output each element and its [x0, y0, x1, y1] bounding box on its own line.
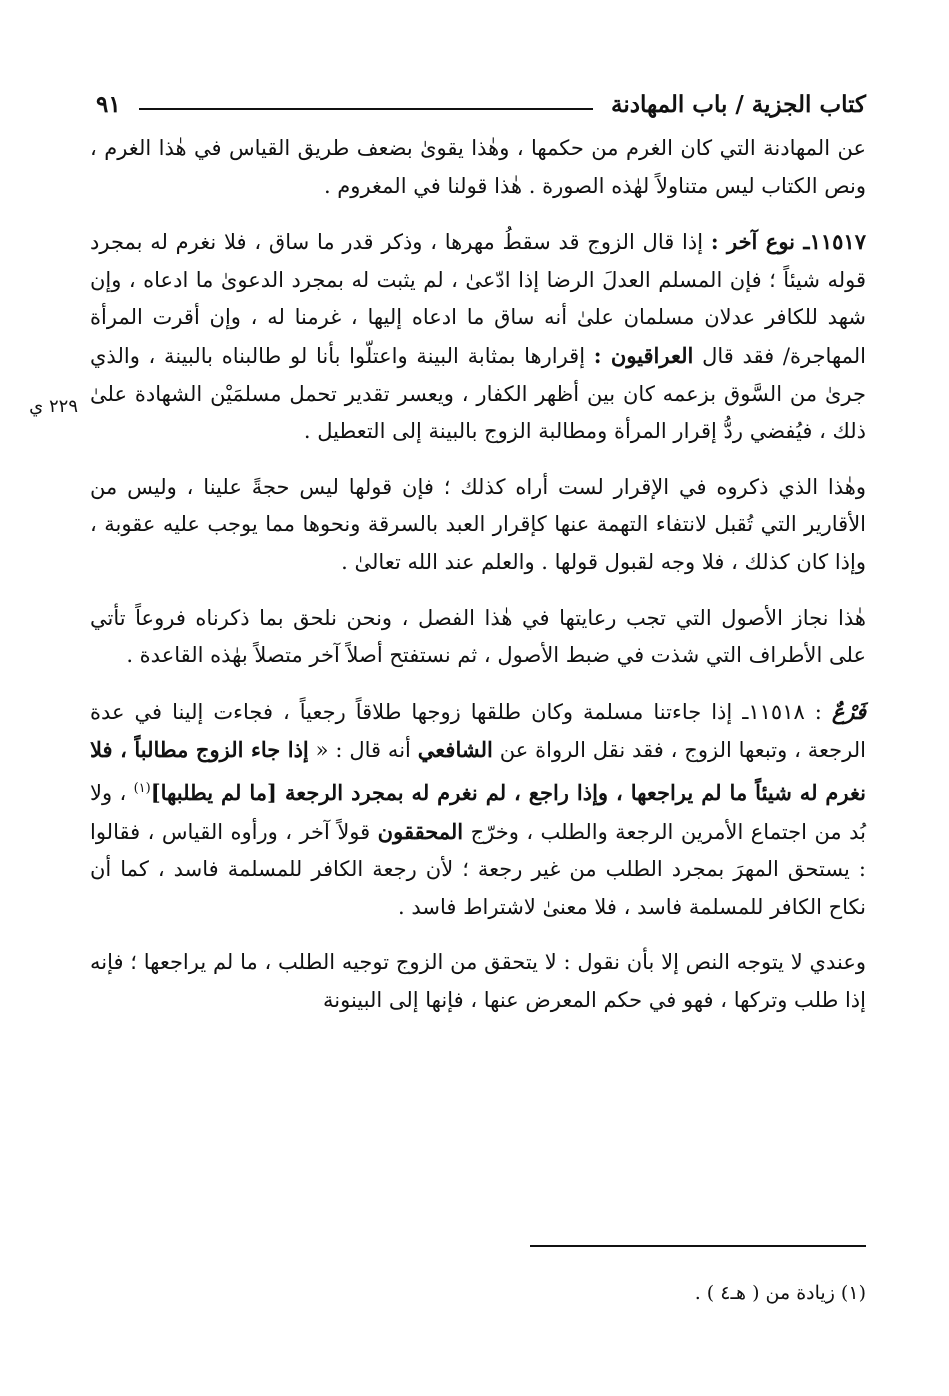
footnote-rule	[530, 1245, 866, 1247]
footnote: (١) زيادة من ( هـ٤ ) .	[694, 1282, 866, 1304]
page-number: ٩١	[96, 90, 121, 118]
scholar-name: الشافعي	[417, 737, 493, 763]
paragraph-6: وعندي لا يتوجه النص إلا بأن نقول : لا يتحقق من الزوج توجيه الطلب ، ما لم يراجعها ؛ فإنه إذا طلب وتركها ، فهو في حكم المعرض عنها ، فإنها إلى البينونة	[90, 950, 866, 1012]
footnote-ref: (١)	[133, 780, 151, 796]
main-text	[90, 130, 866, 1037]
header-rule	[139, 108, 593, 110]
paragraph-4: هٰذا نجاز الأصول التي تجب رعايتها في هٰذا الفصل ، ونحن نلحق بما ذكرناه فروعاً تأتي على الأطراف التي شذت في ضبط الأصول ، ثم نستفتح أصلاً آخر متصلاً بهٰذه القاعدة .	[90, 605, 866, 668]
running-header	[96, 84, 866, 124]
far-heading: فَرْعٌ	[831, 698, 866, 724]
scholar-name: العراقيون :	[593, 342, 694, 368]
section-number: ١١٥١٧ـ نوع آخر :	[710, 229, 866, 255]
book-title: كتاب الجزية / باب المهادنة	[611, 90, 866, 118]
paragraph-2: ١١٥١٧ـ نوع آخر : إذا قال الزوج قد سقطُ مهرها ، وذكر قدر ما ساق ، فلا نغرم له بمجرد قوله شيئاً ؛ فإن المسلم العدلَ الرضا إذا ادّعىٰ ، لم يثبت له بمجرد الدعوىٰ ما ادعاه ، وإن شهد للكافر عدلان مسلمان علىٰ أنه ساق ما ادعاه إليها ، غرمنا له ، وإن أقرت المرأة المهاجرة/ فقد قال العراقيون : إقرارها بمثابة البينة واعتلّوا بأنا لو طالبناه بالبينة ، والذي جرىٰ من السَّوق بزعمه كان بين أظهر الكفار ، ويعسر تقدير تحمل مسلمَيْن الشهادة علىٰ ذلك ، فيُفضي ردُّ إقرار المرأة ومطالبة الزوج بالبينة إلى التعطيل .	[90, 229, 866, 444]
quoted-text: إذا جاء الزوج مطالباً ، فلا نغرم له شيئاً ما لم يراجعها ، وإذا راجع ، لم نغرم له بمجرد الرجعة [ما لم يطلبها]	[90, 737, 866, 805]
manuscript-folio-note: ٢٢٩ ي	[29, 396, 78, 417]
paragraph-3: وهٰذا الذي ذكروه في الإقرار لست أراه كذلك ؛ فإن قولها ليس حجةً علينا ، وليس من الأقارير التي تُقبل لانتفاء التهمة عنها كإقرار العبد بالسرقة ونحوها مما يوجب عليه عقوبة ، وإذا كان كذلك ، فلا وجه لقبول قولها . والعلم عند الله تعالىٰ .	[90, 474, 866, 574]
paragraph-5: فَرْعٌ : ١١٥١٨ـ إذا جاءتنا مسلمة وكان طلقها زوجها طلاقاً رجعياً ، فجاءت إلينا في عدة الرجعة ، وتبعها الزوج ، فقد نقل الرواة عن الشافعي أنه قال : « إذا جاء الزوج مطالباً ، فلا نغرم له شيئاً ما لم يراجعها ، وإذا راجع ، لم نغرم له بمجرد الرجعة [ما لم يطلبها]$^{(١)}$ ، ولا بُد من اجتماع الأمرين الرجعة والطلب ، وخرّج المحققون قولاً آخر ، ورأوه القياس ، فقالوا : يستحق المهرَ بمجرد الطلب من غير رجعة ؛ لأن رجعة الكافر للمسلمة فاسد ، كما أن نكاح الكافر للمسلمة فاسد ، فلا معنىٰ لاشتراط فاسد .	[90, 698, 866, 919]
paragraph-1: عن المهادنة التي كان الغرم من حكمها ، وهٰذا يقوىٰ بضعف طريق القياس في هٰذا الغرم ، ونص الكتاب ليس متناولاً لهٰذه الصورة . هٰذا قولنا في المغروم .	[90, 136, 866, 198]
scholar-name: المحققون	[377, 818, 464, 844]
